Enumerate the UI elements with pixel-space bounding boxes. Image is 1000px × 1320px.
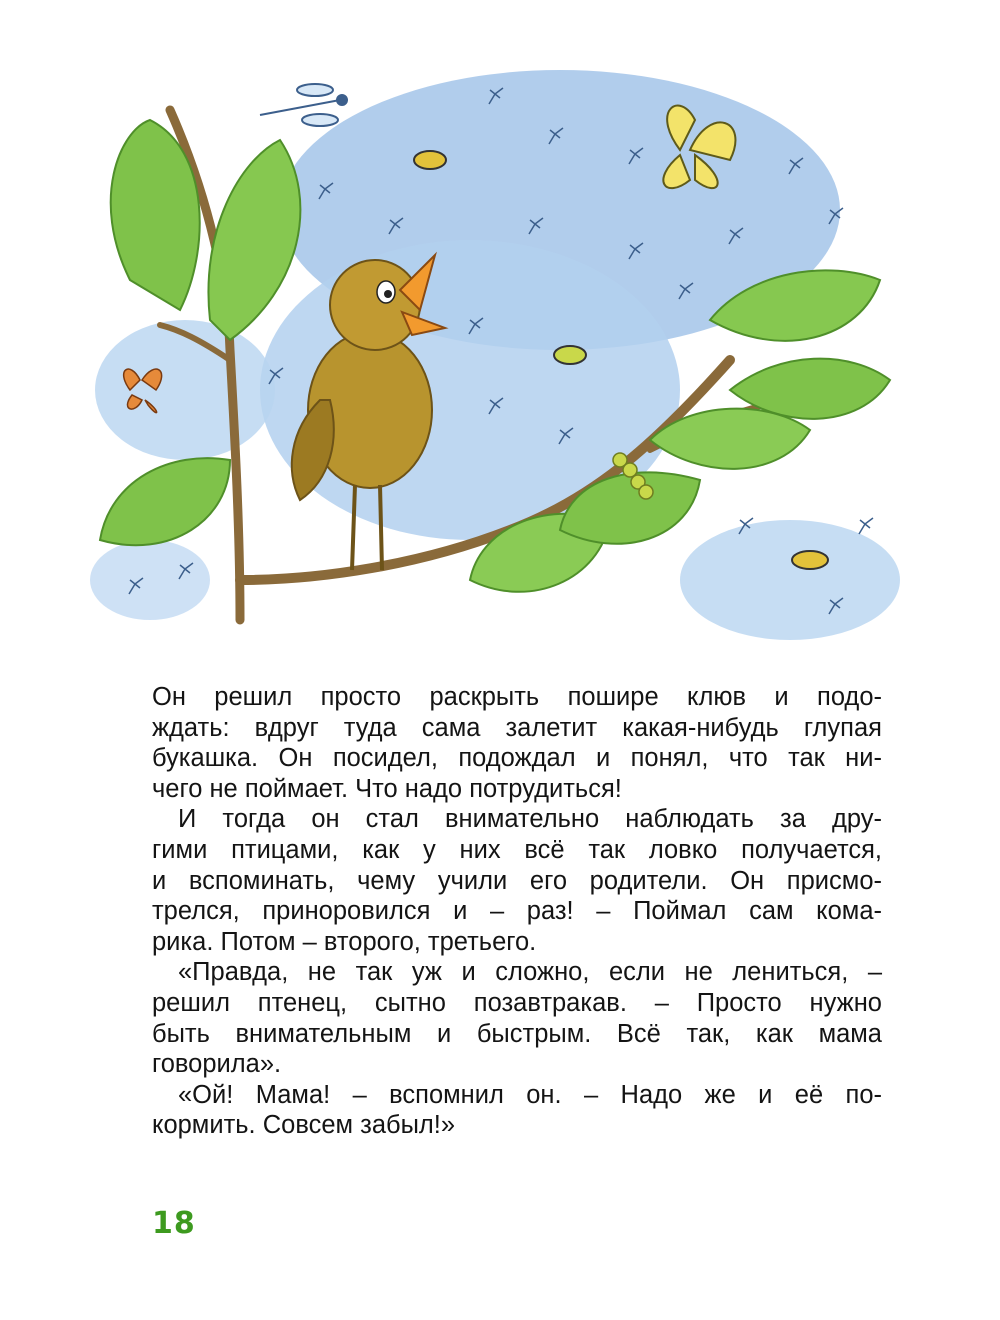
story-line: рика. Потом – второго, третьего.	[152, 927, 537, 956]
page-number: 18	[152, 1206, 196, 1241]
story-line: трелся, приноровился и – раз! – Поймал сам кома-	[152, 897, 882, 926]
story-line: кормить. Совсем забыл!»	[152, 1111, 456, 1140]
story-line: решил птенец, сытно позавтракав. – Просто нужно	[152, 988, 882, 1017]
story-line: И тогда он стал внимательно наблюдать за дру-	[178, 805, 882, 834]
illustration	[90, 60, 910, 650]
dragonfly	[260, 84, 347, 126]
story-text	[152, 682, 882, 1141]
story-line: и вспоминать, чему учили его родители. Он присмо-	[152, 866, 882, 895]
story-line: Он решил просто раскрыть пошире клюв и подо-	[152, 683, 882, 711]
story-line: гими птицами, как у них всё так ловко получается,	[152, 835, 882, 864]
story-line: «Правда, не так уж и сложно, если не лениться, –	[178, 958, 882, 987]
story-line: чего не поймает. Что надо потрудиться!	[152, 774, 622, 803]
story-line: быть внимательным и быстрым. Всё так, как мама	[152, 1019, 882, 1048]
story-line: говорила».	[152, 1050, 282, 1079]
story-line: букашка. Он посидел, подождал и понял, что так ни-	[152, 744, 882, 773]
story-line: «Ой! Мама! – вспомнил он. – Надо же и её по-	[178, 1080, 882, 1109]
story-line: ждать: вдруг туда сама залетит какая-нибудь глупая	[152, 713, 882, 742]
